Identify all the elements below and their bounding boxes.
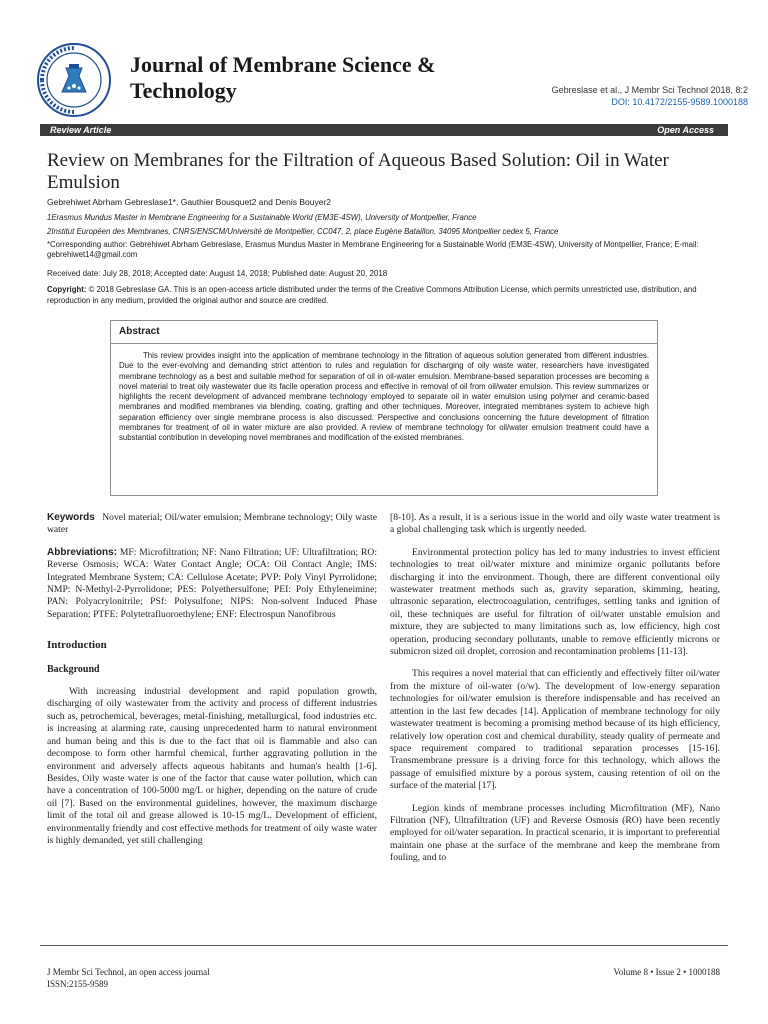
corresponding-author: *Corresponding author: Gebrehiwet Abrham Gebreslase, Erasmus Mundus Master in Membrane Engineering for a Sustainable World (EM3E-4SW), University of Montpellier, France; E-mail: gebrehiwet14@gmail.com bbox=[47, 240, 699, 259]
body-paragraph-3: This requires a novel material that can efficiently and effectively filter oil/water from the mixture of oil-water (o/w). The development of low-energy separation technologies for oil/water emulsion is therefore indispensable and has received an attention in the last few decades [14]. Application of membrane technology for oily wastewater treatment is becoming a promising method because of its high efficiency, relatively low operation cost and chemical durability, steady quality of permeate and space requirement compared to traditional separation processes [15-16]. Transmembrane pressure is a driving force for this technology, which allows the passage of emulsified mixture by a porous system, causing retention of oil on the surface of the material [17]. bbox=[390, 668, 720, 792]
authors: Gebrehiwet Abrham Gebreslase1*, Gauthier Bousquet2 and Denis Bouyer2 bbox=[47, 197, 331, 207]
keywords-label: Keywords bbox=[47, 512, 95, 523]
left-column bbox=[47, 512, 377, 857]
keywords-paragraph bbox=[47, 512, 377, 537]
keywords-text: Novel material; Oil/water emulsion; Membrane technology; Oily waste water bbox=[47, 512, 377, 536]
body-paragraph-4: Legion kinds of membrane processes including Microfiltration (MF), Nano Filtration (NF), Ultrafiltration (UF) and Reverse Osmosis (RO) have been recently employed for oil/water separation. In practical scenario, it is important to preferential maintain one phase at the surface of the membrane and keep the membrane from fouling, and to bbox=[390, 802, 720, 864]
journal-title-line2: Technology bbox=[130, 78, 237, 103]
introduction-heading: Introduction bbox=[47, 639, 107, 652]
footer-divider bbox=[40, 945, 728, 946]
copyright-notice bbox=[47, 284, 727, 306]
background-heading: Background bbox=[47, 663, 100, 675]
copyright-label: Copyright: bbox=[47, 285, 87, 294]
article-type-label: Review Article bbox=[50, 125, 112, 135]
affiliation-1: 1Erasmus Mundus Master in Membrane Engineering for a Sustainable World (EM3E-4SW), University of Montpellier, France bbox=[47, 213, 477, 222]
body-paragraph-1: [8-10]. As a result, it is a serious issue in the world and oily waste water treatment is a global challenging task which is urgently needed. bbox=[390, 512, 720, 536]
body-paragraph-2: Environmental protection policy has led to many industries to invest efficient technologies to treat oil/water mixture and minimize organic pollutants before discharging it into the environment. Though, there are different conventional oily wastewater treatment methods such as, gravity separation, skimming, heating, ultrasonic separation, electrocoagulation, centrifuges, settling tanks and ignition of oil, these techniques are useful for filtration of oil/water unstable emulsion and mixture, they are subjected to many limitations such as, low efficiency, high cost operation, producing secondary pollutants, unable to remove efficiently microns or submicron sized oil droplet, corrosion and recontamination problems [11-13]. bbox=[390, 546, 720, 658]
copyright-text: © 2018 Gebreslase GA. This is an open-access article distributed under the terms of the Creative Commons Attribution License, which permits unrestricted use, distribution, and reproduction in any medium, provided the original author and source are credited. bbox=[47, 285, 697, 305]
citation-text: Gebreslase et al., J Membr Sci Technol 2018, 8:2 bbox=[551, 85, 748, 95]
article-dates: Received date: July 28, 2018; Accepted date: August 14, 2018; Published date: August 20, 2018 bbox=[47, 269, 388, 278]
open-access-label: Open Access bbox=[657, 125, 714, 135]
abstract-heading: Abstract bbox=[119, 326, 160, 337]
footer-journal-name: J Membr Sci Technol, an open access journal bbox=[47, 967, 210, 977]
abbreviations-label: Abbreviations: bbox=[47, 546, 118, 558]
paper-title: Review on Membranes for the Filtration of Aqueous Based Solution: Oil in Water Emulsion bbox=[47, 150, 669, 193]
footer-issn: ISSN:2155-9589 bbox=[47, 979, 109, 989]
footer-volume-issue: Volume 8 • Issue 2 • 1000188 bbox=[613, 967, 720, 977]
footer-journal-info bbox=[47, 966, 210, 990]
abbreviations-paragraph bbox=[47, 547, 377, 621]
journal-title-line1: Journal of Membrane Science & bbox=[130, 52, 436, 77]
doi-link[interactable]: DOI: 10.4172/2155-9589.1000188 bbox=[611, 97, 748, 107]
abstract-divider bbox=[111, 343, 657, 344]
abstract-text: This review provides insight into the application of membrane technology in the filtration of aqueous solution generated from different industries. Due to the ever-evolving and demanding strict attention to rules and regulation for discharging of oily waste water, researchers have investigated membrane technology as a best and suitable method for separation of oil in oil-water emulsion. Membrane-based separation processes are becoming a novel material to treat oily wastewater due its facile operation process and effective in removal of oil from oil/water emulsion. This review summarizes or highlights the recent development of advanced membrane technology employed to separate oil in water emulsion using polymer and ceramic-based membranes and modified membranes via blending, coating, grafting and other techniques. Moreover, integrated membranes system to achieve high separation efficiency over single membrane process is also discussed. Perspective and conclusions concerning the future development of filtration membranes for treatment of oil in water mixture are also provided. A review of membrane technology for oil/water emulsion treatment could have a substantial contribution in developing novel membranes and modification of the existed membranes. bbox=[119, 351, 649, 443]
background-paragraph: With increasing industrial development and rapid population growth, discharging of oily wastewater from the activity and process of different industries such as, petrochemical, beverages, metal-finishing, metallurgical, food industries etc. is increasing at alarming rate, causing unprecedented harm to natural environment and human being and this is due to the fact that oil is flammable and also can decompose to form other harmful chemical, further aggravating pollution in the environment and adversely affects aqueous habitants and human's health [1-6]. Besides, Oily waste water is one of the factor that cause water pollution, which can have a concentration of 100-5000 mg/L or higher, depending on the nature of crude oil [7]. Based on the environmental guidelines, however, the maximum discharge limit of the total oil and grease allowed is 10-15 mg/L. Development of efficient, environmentally friendly and cost effective methods for treatment of oily waste water is highly demanded, yet still challenging bbox=[47, 686, 377, 846]
article-type-band bbox=[40, 124, 728, 136]
citation-block bbox=[552, 84, 748, 108]
affiliation-2: 2Institut Européen des Membranes, CNRS/ENSCM/Université de Montpellier, CC047, 2, place Eugène Bataillon, 34095 Montpellier cedex 5, France bbox=[47, 227, 559, 236]
abstract-box bbox=[110, 320, 658, 496]
right-column bbox=[390, 512, 720, 875]
abbreviations-text: MF: Microfiltration; NF: Nano Filtration; UF: Ultrafiltration; RO: Reverse Osmosis; WCA: Water Contact Angle; OCA: Oil Contact Angle; IMS: Integrated Membrane System; CA: Cellulose Acetate; PVP: Poly Vinyl Pyrrolidone; NMP: N-Methyl-2-Pyrrolidone; PES: Polyethersulfone; PEI: Poly Ethyleneimine; PAN: Polyacrylonitrile; PSf: Polysulfone; NIPS: Non-solvent Induced Phase Separation; PTFE: Polytetrafluoroethylene; ENF: Electrospun Nanofibrous bbox=[47, 546, 377, 620]
journal-logo bbox=[36, 42, 112, 118]
journal-title bbox=[130, 52, 490, 104]
